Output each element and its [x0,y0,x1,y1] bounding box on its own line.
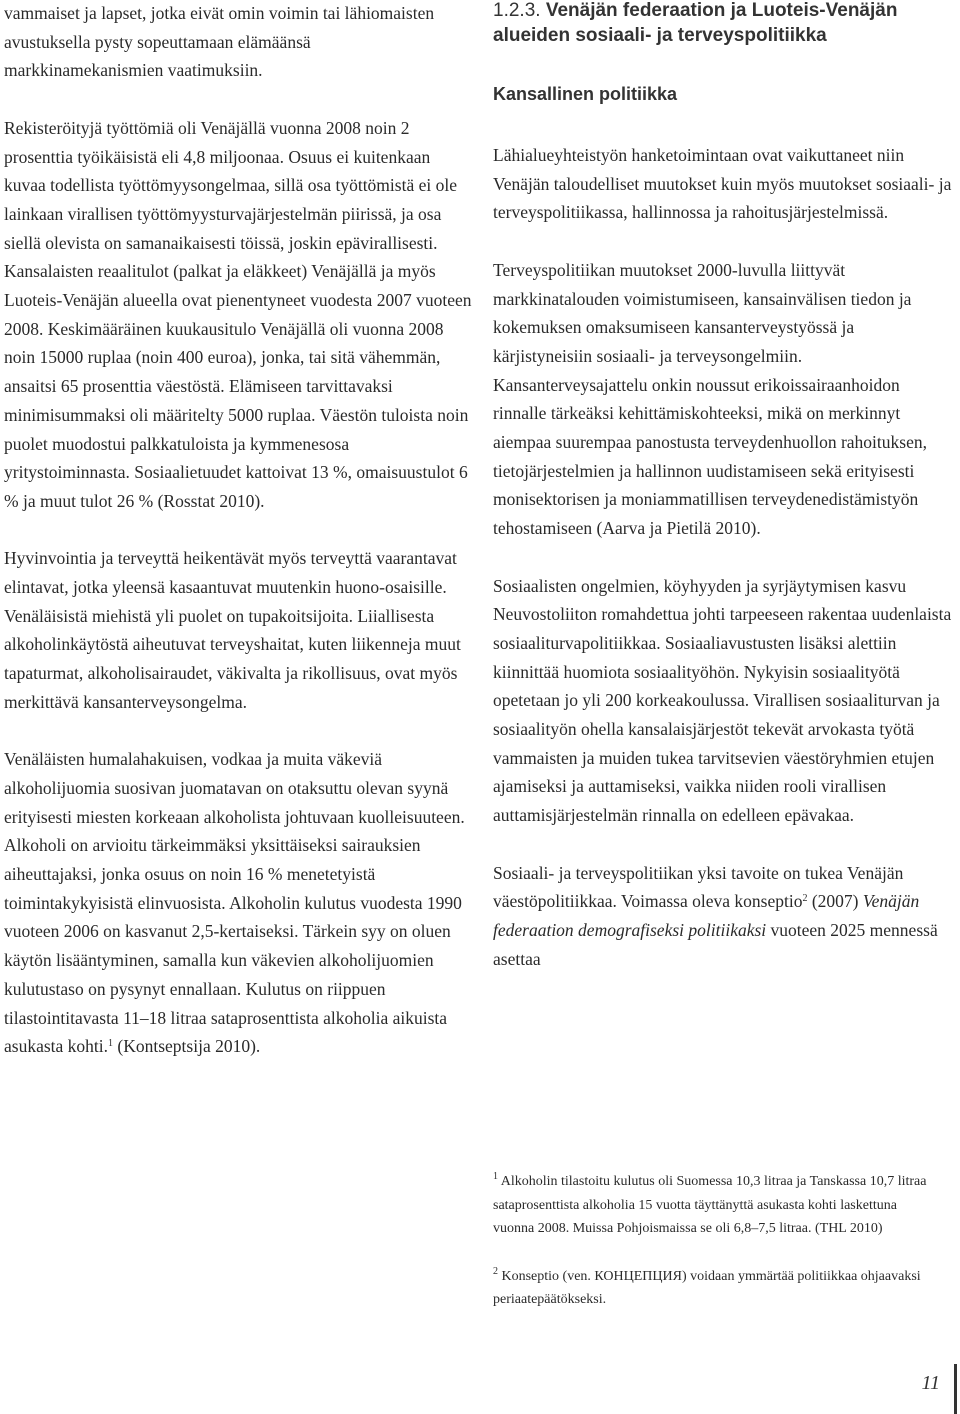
right-paragraph-4-end: vuoteen 2025 mennessä asettaa [493,919,938,969]
left-column [4,0,474,1061]
right-paragraph-3: Sosiaalisten ongelmien, köyhyyden ja syrjäytymisen kasvu Neuvostoliiton romahdettua johti tarpeeseen rakentaa uudenlaista sosiaaliturvapolitiikkaa. Sosiaaliavustusten lisäksi alettiin kiinnittää huomiota sosiaalityöhön. Nykyisin sosiaalityötä opetetaan jo yli 200 korkeakoulussa. Virallisen sosiaaliturvan ja sosiaalityön ohella kansalaisjärjestöt tekevät arvokasta työtä vammaisten ja muiden tukea tarvitsevien väestöryhmien etujen ajamiseksi ja auttamiseksi, vaikka niiden rooli virallisen auttamisjärjestelmän rinnalla on edelleen epävakaa. [493,575,952,826]
page-number-rule [954,1364,957,1414]
footnote-2 [493,1265,933,1312]
right-paragraph-4 [493,859,955,974]
left-paragraph-2: Rekisteröityjä työttömiä oli Venäjällä vuonna 2008 noin 2 prosenttia työikäisistä eli 4,8 miljoonaa. Osuus ei kuitenkaan kuvaa todellista työttömyysongelmaa, sillä osa työttömistä ei ole lainkaan virallisen työttömyysturvajärjestelmän piirissä, ja osa siellä olevista on samanaikaisesti töissä, joskin epävirallisesti. Kansalaisten reaalitulot (palkat ja eläkkeet) Venäjällä ja myös Luoteis-Venäjän alueella ovat pienentyneet vuodesta 2007 vuoteen 2008. Keskimääräinen kuukausitulo Venäjällä oli vuonna 2008 noin 15000 ruplaa (noin 400 euroa), jonka, tai sitä vähemmän, ansaitsi 65 prosenttia väestöstä. Elämiseen tarvittavaksi minimisummaksi oli määritelty 5000 ruplaa. Väestön tuloista noin puolet muodostui palkkatuloista ja kymmenesosa yritystoiminnasta. Sosiaalietuudet kattoivat 13 %, omaisuustulot 6 % ja muut tulot 26 % (Rosstat 2010). [4,117,472,511]
section-heading [493,0,955,48]
left-paragraph-1: vammaiset ja lapset, jotka eivät omin voimin tai lähiomaisten avustuksella pysty sopeuttamaan elämäänsä markkinamekanismien vaatimuksiin. [4,3,435,81]
footnotes [493,1170,933,1312]
right-paragraph-2: Terveyspolitiikan muutokset 2000-luvulla liittyvät markkinatalouden voimistumiseen, kansainvälisen tiedon ja kokemuksen omaksumiseen kansanterveystyössä ja kärjistyneisiin sosiaali- ja terveysongelmiin. Kansanterveysajattelu onkin noussut erikoissairaanhoidon rinnalle tärkeäksi kehittämiskohteeksi, mikä on merkinnyt aiempaa suurempaa panostusta terveydenhuollon rahoituksen, tietojärjestelmien ja hallinnon uudistamiseen sekä erityisesti monisektorisen ja moniammatillisen terveydenedistämistyön tehostamiseen (Aarva ja Pietilä 2010). [493,259,927,539]
section-title: Venäjän federaation ja Luoteis-Venäjän alueiden sosiaali- ja terveyspolitiikka [493,0,898,46]
left-paragraph-4 [4,745,474,1061]
left-paragraph-3: Hyvinvointia ja terveyttä heikentävät myös terveyttä vaarantavat elintavat, jotka yleensä kasaantuvat muutenkin huono-osaisille. Venäläisistä miehistä yli puolet on tupakoitsijoita. Liiallisesta alkoholinkäytöstä aiheutuvat terveyshaitat, kuten liikenneja muut tapaturmat, alkoholisairaudet, väkivalta ja rikollisuus, ovat myös merkittävä kansanterveysongelma. [4,548,461,712]
document-title-italic: Venäjän federaation demografiseksi politiikaksi [493,891,920,940]
right-paragraph-1: Lähialueyhteistyön hanketoimintaan ovat vaikuttaneet niin Venäjän taloudelliset muutokset kuin myös muutokset sosiaali- ja terveyspolitiikassa, hallinnossa ja rahoitusjärjestelmissä. [493,145,952,223]
footnote-ref-1[interactable]: 1 [108,1038,114,1050]
left-paragraph-4-tail: (Kontseptsija 2010). [113,1036,261,1057]
footnote-1 [493,1170,933,1241]
page-number: 11 [921,1372,940,1394]
right-column [493,0,955,973]
footnote-2-marker: 2 [493,1265,498,1277]
left-paragraph-4-text: Venäläisten humalahakuisen, vodkaa ja muita väkeviä alkoholijuomia suosivan juomatavan on otaksuttu olevan syynä erityisesti miesten korkeaan alkoholista johtuvaan kuolleisuuteen. Alkoholi on arvioitu tärkeimmäksi yksittäiseksi sairauksien aiheuttajaksi, jonka osuus on noin 16 % menetetyistä toimintakykyisistä elinvuosista. Alkoholin kulutus vuodesta 1990 vuoteen 2006 on kasvanut 2,5-kertaiseksi. Tärkein syy on oluen käytön lisääntyminen, samalla kun väkevien alkoholijuomien kulutustaso on pysynyt ennallaan. Kulutus on riippuen tilastointitavasta 11–18 litraa sataprosenttista alkoholia aikuista asukasta kohti. [4,749,465,1057]
footnote-1-text: Alkoholin tilastoitu kulutus oli Suomessa 10,3 litraa ja Tanskassa 10,7 litraa sataprosenttista alkoholia 15 vuotta täyttänyttä asukasta kohti laskettuna vuonna 2008. Muissa Pohjoismaissa se oli 6,8–7,5 litraa. (THL 2010) [493,1174,927,1236]
subheading: Kansallinen politiikka [493,84,678,104]
right-paragraph-4-start: Sosiaali- ja terveyspolitiikan yksi tavoite on tukea Venäjän väestöpolitiikkaa. Voimassa oleva konseptio [493,862,904,912]
section-number: 1.2.3. [493,0,541,21]
right-paragraph-4-mid: (2007) [807,891,863,912]
footnote-ref-2[interactable]: 2 [802,893,808,905]
footnote-2-text: Konseptio (ven. КОНЦЕПЦИЯ) voidaan ymmärtää politiikkaa ohjaavaksi periaatepäätökseksi. [493,1268,921,1307]
footnote-1-marker: 1 [493,1171,498,1182]
